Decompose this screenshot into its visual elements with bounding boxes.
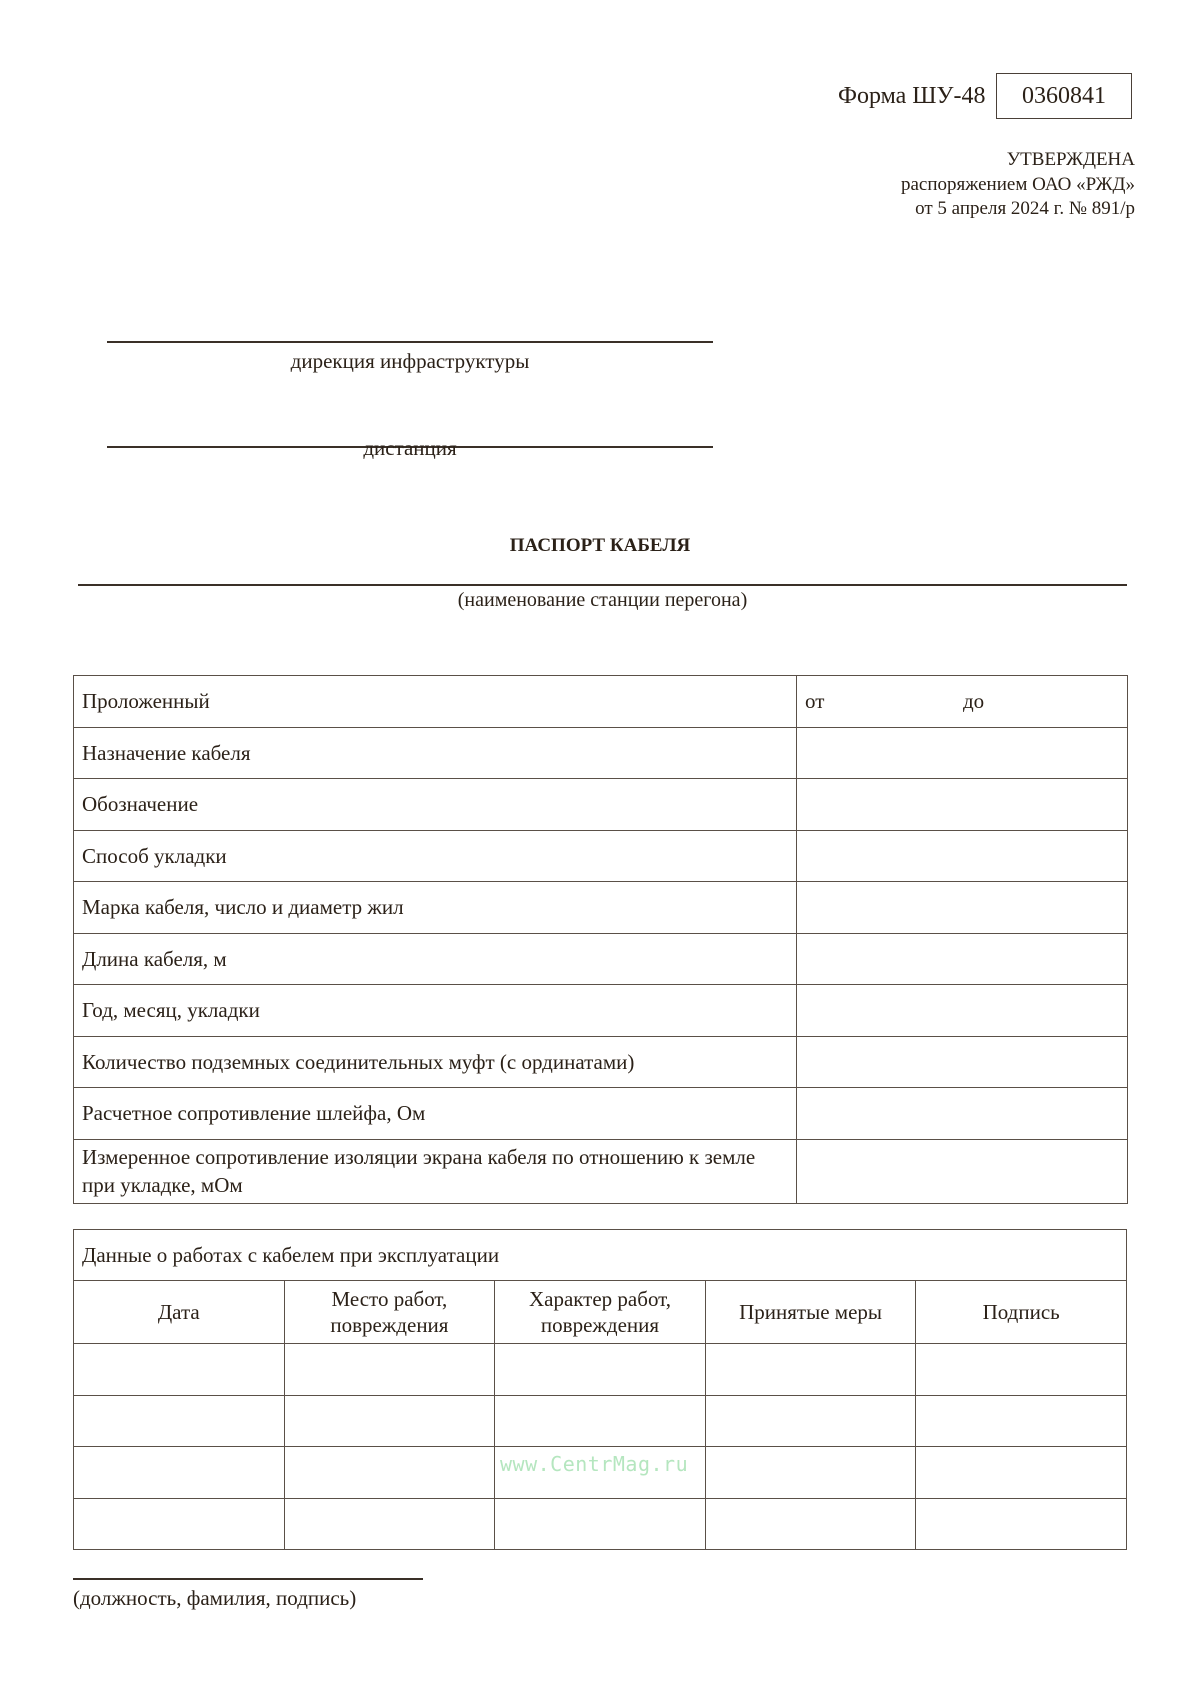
column-header-date: Дата (74, 1281, 285, 1344)
laid-from-to-cell[interactable] (797, 676, 1128, 728)
nature-cell[interactable] (495, 1344, 706, 1396)
value-cell[interactable] (797, 830, 1128, 882)
works-log-table (73, 1229, 1127, 1550)
row-label: Способ укладки (74, 830, 797, 882)
signature-caption: (должность, фамилия, подпись) (73, 1586, 357, 1610)
form-label: Форма ШУ-48 (838, 83, 986, 109)
document-title: ПАСПОРТ КАБЕЛЯ (509, 535, 691, 556)
value-cell[interactable] (797, 985, 1128, 1037)
column-header-place: Место работ, повреждения (284, 1281, 495, 1344)
nature-cell[interactable] (495, 1498, 706, 1550)
place-cell[interactable] (284, 1344, 495, 1396)
date-cell[interactable] (74, 1395, 285, 1447)
table-row (74, 676, 1128, 728)
approval-block (901, 148, 1135, 222)
row-label: Длина кабеля, м (74, 933, 797, 985)
column-header-measures: Принятые меры (705, 1281, 916, 1344)
station-fill-line[interactable] (78, 584, 1127, 586)
table-row (74, 985, 1128, 1037)
row-label: Проложенный (74, 676, 797, 728)
works-header-row (74, 1281, 1127, 1344)
table-row (74, 1498, 1127, 1550)
measures-cell[interactable] (705, 1498, 916, 1550)
table-row (74, 830, 1128, 882)
works-title-row (74, 1230, 1127, 1281)
date-cell[interactable] (74, 1498, 285, 1550)
table-row (74, 727, 1128, 779)
approval-order: распоряжением ОАО «РЖД» (900, 173, 1135, 195)
works-table-title: Данные о работах с кабелем при эксплуатации (74, 1230, 1127, 1281)
value-cell[interactable] (797, 779, 1128, 831)
signature-cell[interactable] (916, 1447, 1127, 1499)
row-label: Марка кабеля, число и диаметр жил (74, 882, 797, 934)
value-cell[interactable] (797, 1139, 1128, 1203)
nature-cell[interactable] (495, 1395, 706, 1447)
place-cell[interactable] (284, 1498, 495, 1550)
station-caption: (наименование станции перегона) (457, 589, 748, 611)
place-cell[interactable] (284, 1447, 495, 1499)
directorate-fill-line[interactable] (107, 341, 713, 343)
to-label: до (963, 689, 985, 714)
table-row (74, 1344, 1127, 1396)
row-label: Обозначение (74, 779, 797, 831)
table-row (74, 1139, 1128, 1203)
date-cell[interactable] (74, 1344, 285, 1396)
watermark: www.CentrMag.ru (500, 1452, 689, 1476)
signature-fill-line[interactable] (73, 1578, 423, 1580)
column-header-signature: Подпись (916, 1281, 1127, 1344)
value-cell[interactable] (797, 727, 1128, 779)
table-row (74, 933, 1128, 985)
row-label: Количество подземных соединительных муфт (с ординатами) (74, 1036, 797, 1088)
column-header-nature: Характер работ, повреждения (495, 1281, 706, 1344)
place-cell[interactable] (284, 1395, 495, 1447)
date-cell[interactable] (74, 1447, 285, 1499)
table-row (74, 779, 1128, 831)
row-label: Назначение кабеля (74, 727, 797, 779)
table-row (74, 1395, 1127, 1447)
value-cell[interactable] (797, 882, 1128, 934)
cable-passport-table (73, 675, 1128, 1204)
approval-date: от 5 апреля 2024 г. № 891/р (915, 198, 1135, 219)
table-row (74, 882, 1128, 934)
signature-cell[interactable] (916, 1498, 1127, 1550)
signature-cell[interactable] (916, 1344, 1127, 1396)
table-row (74, 1088, 1128, 1140)
table-row (74, 1036, 1128, 1088)
row-label: Год, месяц, укладки (74, 985, 797, 1037)
from-label: от (805, 689, 825, 714)
measures-cell[interactable] (705, 1395, 916, 1447)
value-cell[interactable] (797, 933, 1128, 985)
signature-cell[interactable] (916, 1395, 1127, 1447)
directorate-caption: дирекция инфраструктуры (290, 349, 530, 373)
value-cell[interactable] (797, 1088, 1128, 1140)
form-code-box: 0360841 (996, 73, 1132, 119)
approval-title: УТВЕРЖДЕНА (1006, 149, 1135, 170)
row-label: Расчетное сопротивление шлейфа, Ом (74, 1088, 797, 1140)
distance-caption: дистанция (363, 436, 457, 460)
row-label: Измеренное сопротивление изоляции экрана кабеля по отношению к земле при укладке, мОм (74, 1139, 797, 1203)
measures-cell[interactable] (705, 1447, 916, 1499)
measures-cell[interactable] (705, 1344, 916, 1396)
value-cell[interactable] (797, 1036, 1128, 1088)
